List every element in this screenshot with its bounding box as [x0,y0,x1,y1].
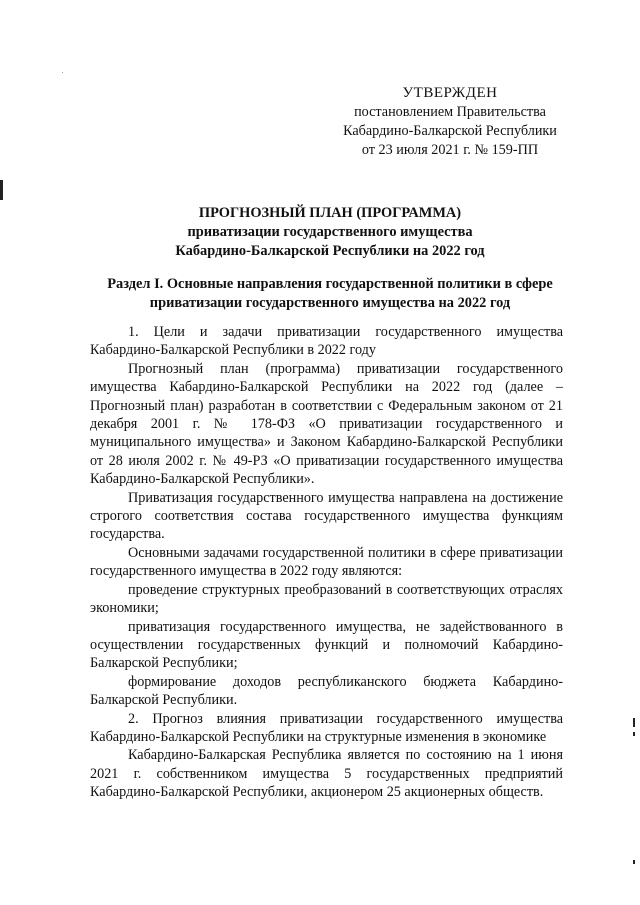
document-title [60,204,600,261]
title-line: приватизации государственного имущества [187,224,473,240]
document-body [90,323,563,802]
scan-mark-right [633,732,635,736]
section-heading [60,275,600,313]
scan-mark-right [633,860,635,864]
approval-stamp [330,84,570,160]
section-heading-line: приватизации государственного имущества на 2022 год [149,295,511,311]
paragraph: Основными задачами государственной политики в сфере приватизации государственного имущества в 2022 году являются: [90,544,563,580]
title-line: ПРОГНОЗНЫЙ ПЛАН (ПРОГРАММА) [198,205,462,221]
paragraph: Прогнозный план (программа) приватизации государственного имущества Кабардино-Балкарской Республики на 2022 год (далее – Прогнозный план) разработан в соответствии с Федеральным законом от 21 декабря 2001 г. № 178-ФЗ «О приватизации государственного и муниципального имущества» и Законом Кабардино-Балкарской Республики от 28 июля 2002 г. № 49-РЗ «О приватизации государственного имущества Кабардино-Балкарской Республики». [90,360,563,488]
scan-mark-left [0,180,3,200]
scan-speck [62,72,63,73]
approval-line: Кабардино-Балкарской Республики [343,123,557,139]
approval-date: от 23 июля 2021 г. № 159-ПП [361,142,539,158]
list-item: проведение структурных преобразований в соответствующих отраслях экономики; [90,581,563,617]
list-item: приватизация государственного имущества, не задействованного в осуществлении государственных функций и полномочий Кабардино-Балкарской Республики; [90,618,563,672]
title-line: Кабардино-Балкарской Республики на 2022 год [175,243,485,259]
subsection-heading: 2. Прогноз влияния приватизации государственного имущества Кабардино-Балкарской Республики на структурные изменения в экономике [90,710,563,745]
list-item: формирование доходов республиканского бюджета Кабардино-Балкарской Республики. [90,673,563,709]
approval-line: постановлением Правительства [354,104,546,120]
subsection-heading: 1. Цели и задачи приватизации государственного имущества Кабардино-Балкарской Республики в 2022 году [90,324,563,359]
paragraph: Приватизация государственного имущества направлена на достижение строгого соответствия состава государственного имущества функциям государства. [90,489,563,543]
section-heading-line: Раздел I. Основные направления государственной политики в сфере [107,276,553,292]
scan-mark-right [633,718,635,727]
approval-heading: УТВЕРЖДЕН [402,85,498,101]
paragraph: Кабардино-Балкарская Республика является по состоянию на 1 июня 2021 г. собственником имущества 5 государственных предприятий Кабардино-Балкарской Республики, акционером 25 акционерных обществ. [90,747,563,801]
